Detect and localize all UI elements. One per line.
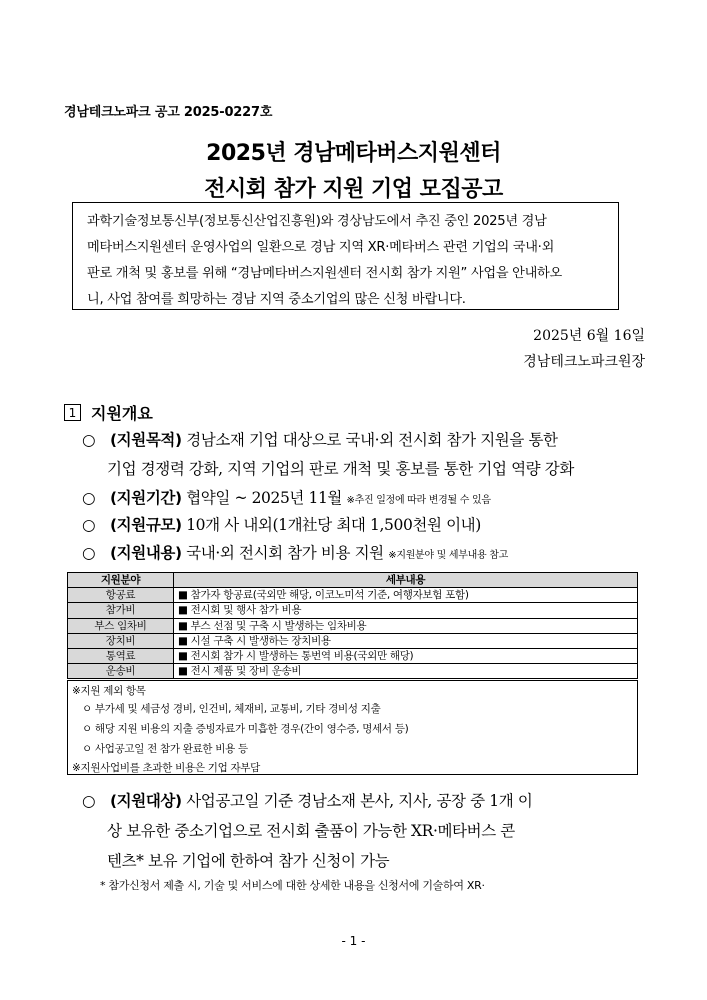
target-text-cont: 상 보유한 중소기업으로 전시회 출품이 가능한 XR·메타버스 콘 [107, 822, 515, 840]
table-cell-detail: ■ 전시회 및 행사 참가 비용 [174, 603, 638, 618]
table-cell-detail: ■ 전시 제품 및 장비 운송비 [174, 664, 638, 679]
table-row [68, 633, 638, 648]
intro-line: 니, 사업 참여를 희망하는 경남 지역 중소기업의 많은 신청 바랍니다. [87, 292, 466, 307]
content-item [82, 541, 508, 563]
table-cell-detail: ■ 부스 선점 및 구축 시 발생하는 임차비용 [174, 618, 638, 633]
document-title-line2: 전시회 참가 지원 기업 모집공고 [204, 177, 503, 202]
section-number-box: 1 [64, 404, 81, 421]
period-note: ※추진 일정에 따라 변경될 수 있음 [346, 495, 491, 506]
table-row [68, 664, 638, 679]
table-cell-category: 장치비 [68, 633, 174, 648]
table-header-row [68, 573, 638, 588]
period-text: 협약일 ~ 2025년 11월 [186, 489, 343, 507]
intro-box [72, 202, 619, 310]
exclusion-item: ㅇ 부가세 및 세금성 경비, 인건비, 체재비, 교통비, 기타 경비성 지출 [82, 703, 381, 715]
period-item [82, 486, 491, 508]
circle-bullet-icon: ○ [82, 792, 96, 810]
table-row [68, 618, 638, 633]
intro-line: 메타버스지원센터 운영사업의 일환으로 경남 지역 XR·메타버스 관련 기업의 국내·외 [87, 240, 555, 255]
target-text-cont: 텐츠* 보유 기업에 한하여 참가 신청이 가능 [107, 852, 390, 870]
table-cell-detail: ■ 전시회 참가 시 발생하는 통번역 비용(국외만 해당) [174, 649, 638, 664]
table-cell-category: 참가비 [68, 603, 174, 618]
exclusion-item: ㅇ 해당 지원 비용의 지출 증빙자료가 미흡한 경우(간이 영수증, 명세서 등) [82, 723, 409, 735]
issuer: 경남테크노파크원장 [523, 354, 645, 370]
table-row [68, 649, 638, 664]
table-cell-detail: ■ 참가자 항공료(국외만 해당, 이코노미석 기준, 여행자보험 포함) [174, 588, 638, 603]
scale-text: 10개 사 내외(1개社당 최대 1,500천원 이내) [186, 516, 481, 534]
page-number: - 1 - [341, 934, 366, 948]
content-label: (지원내용) [110, 544, 182, 562]
purpose-label: (지원목적) [110, 431, 182, 449]
table-cell-detail: ■ 시설 구축 시 발생하는 장치비용 [174, 633, 638, 648]
target-footnote: * 참가신청서 제출 시, 기술 및 서비스에 대한 상세한 내용을 신청서에 기술하여 XR· [100, 879, 485, 892]
table-header: 세부내용 [174, 573, 638, 588]
content-note: ※지원분야 및 세부내용 참고 [388, 550, 508, 561]
purpose-text-cont: 기업 경쟁력 강화, 지역 기업의 판로 개척 및 홍보를 통한 기업 역량 강화 [107, 460, 574, 478]
purpose-item [82, 428, 558, 450]
section-heading [64, 401, 153, 424]
exclusions-footer: ※지원사업비를 초과한 비용은 기업 자부담 [72, 762, 260, 774]
content-text: 국내·외 전시회 참가 비용 지원 [186, 544, 384, 562]
table-cell-category: 항공료 [68, 588, 174, 603]
table-row [68, 603, 638, 618]
support-table [67, 572, 638, 679]
table-cell-category: 통역료 [68, 649, 174, 664]
intro-line: 과학기술정보통신부(정보통신산업진흥원)와 경상남도에서 추진 중인 2025년 경남 [87, 214, 547, 229]
period-label: (지원기간) [110, 489, 182, 507]
circle-bullet-icon: ○ [82, 489, 96, 507]
document-title-line1: 2025년 경남메타버스지원센터 [206, 141, 501, 166]
circle-bullet-icon: ○ [82, 544, 96, 562]
table-row [68, 588, 638, 603]
table-cell-category: 운송비 [68, 664, 174, 679]
circle-bullet-icon: ○ [82, 431, 96, 449]
scale-label: (지원규모) [110, 516, 182, 534]
notice-number: 경남테크노파크 공고 2025-0227호 [64, 105, 273, 120]
scale-item [82, 513, 481, 535]
target-text: 사업공고일 기준 경남소재 본사, 지사, 공장 중 1개 이 [186, 792, 533, 810]
intro-line: 판로 개척 및 홍보를 위해 “경남메타버스지원센터 전시회 참가 지원” 사업을 안내하오 [87, 266, 562, 281]
exclusions-title: ※지원 제외 항목 [72, 685, 146, 697]
table-cell-category: 부스 임차비 [68, 618, 174, 633]
exclusions-box [67, 680, 638, 775]
circle-bullet-icon: ○ [82, 516, 96, 534]
table-header: 지원분야 [68, 573, 174, 588]
target-label: (지원대상) [110, 792, 182, 810]
section-title: 지원개요 [91, 404, 153, 423]
exclusion-item: ㅇ 사업공고일 전 참가 완료한 비용 등 [82, 743, 248, 755]
notice-date: 2025년 6월 16일 [533, 328, 645, 344]
purpose-text: 경남소재 기업 대상으로 국내·외 전시회 참가 지원을 통한 [186, 431, 558, 449]
target-item [82, 789, 532, 811]
